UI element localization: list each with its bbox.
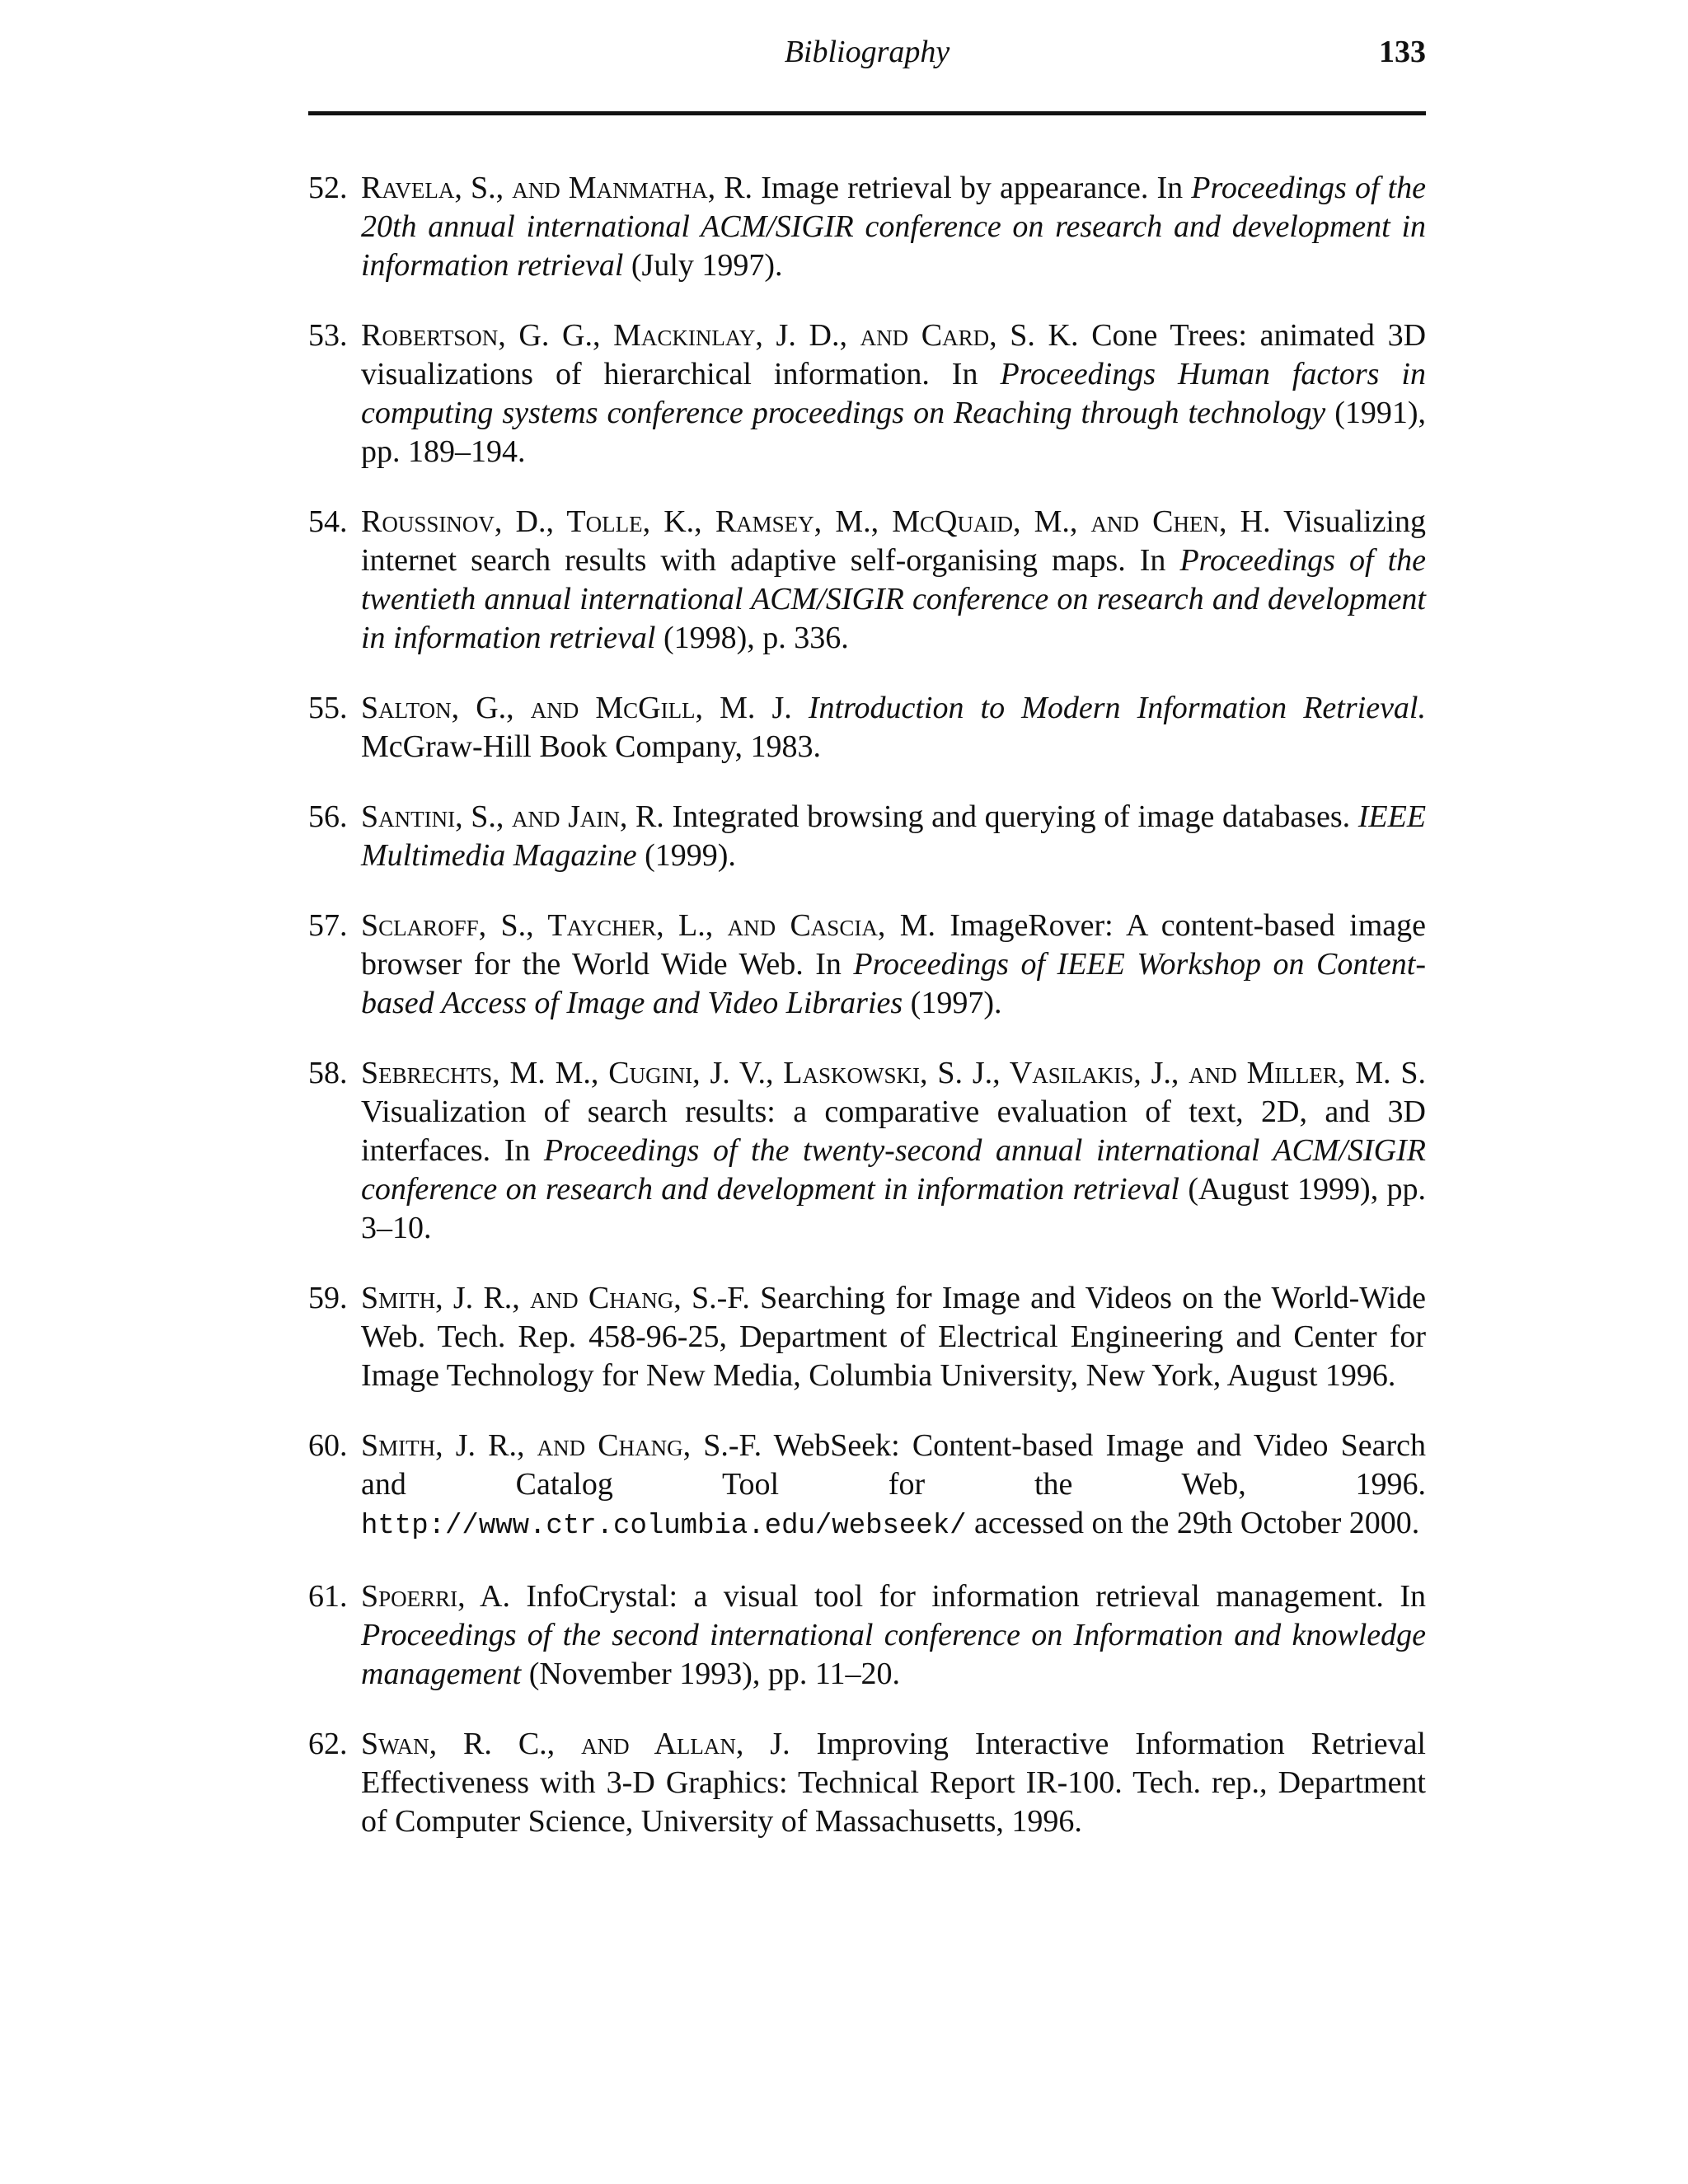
reference-title: ImageRover: A content-based image browser for the World Wide Web. In: [361, 908, 1426, 982]
reference-number: 60.: [308, 1428, 348, 1463]
reference-number: 54.: [308, 504, 348, 539]
reference-number: 61.: [308, 1579, 348, 1614]
reference-item: [308, 169, 1426, 285]
reference-details: (August 1999), pp. 3–10.: [361, 1172, 1427, 1245]
reference-venue: Proceedings Human factors in computing systems conference proceedings on Reaching through technology: [361, 357, 1426, 430]
reference-title: Image retrieval by appearance. In: [761, 171, 1184, 205]
reference-title: Improving Interactive Information Retrieval Effectiveness with 3-D Graphics: Technical Report IR-100. Tech. rep., Department of Computer Science, University of Massachusetts, 1996.: [361, 1727, 1426, 1839]
reference-details: (1991), pp. 189–194.: [361, 396, 1427, 469]
reference-number: 59.: [308, 1281, 348, 1315]
reference-number: 53.: [308, 318, 348, 353]
reference-number: 62.: [308, 1727, 348, 1761]
reference-title: Integrated browsing and querying of image databases.: [672, 799, 1351, 834]
reference-item: [308, 1577, 1426, 1694]
reference-details: (1997).: [910, 986, 1002, 1020]
reference-list: [308, 169, 1426, 1872]
reference-title: WebSeek: Content-based Image and Video Search and Catalog Tool for the Web, 1996.: [361, 1428, 1426, 1502]
reference-number: 52.: [308, 171, 348, 205]
reference-authors: Santini, S., and Jain, R.: [361, 799, 664, 834]
reference-item: [308, 1054, 1426, 1248]
reference-venue: Proceedings of IEEE Workshop on Content-based Access of Image and Video Libraries: [361, 947, 1426, 1020]
page: [308, 0, 1427, 1839]
reference-item: [308, 503, 1426, 658]
page-number: 133: [1379, 35, 1426, 69]
reference-item: [308, 316, 1426, 471]
reference-number: 58.: [308, 1056, 348, 1090]
reference-item: [308, 798, 1426, 875]
reference-item: [308, 907, 1426, 1023]
running-title: Bibliography: [784, 35, 950, 69]
reference-details: accessed on the 29th October 2000.: [974, 1506, 1420, 1540]
reference-title: Visualizing internet search results with adaptive self-organising maps. In: [361, 504, 1426, 578]
reference-details: (July 1997).: [631, 248, 783, 283]
reference-authors: Spoerri, A.: [361, 1579, 510, 1614]
reference-item: [308, 1427, 1426, 1546]
reference-number: 56.: [308, 799, 348, 834]
reference-venue: IEEE Multimedia Magazine: [361, 799, 1427, 873]
reference-title: Searching for Image and Videos on the World-Wide Web. Tech. Rep. 458-96-25, Department of Electrical Engineering and Center for Image Technology for New Media, Columbia University, New York, August 1996.: [361, 1281, 1426, 1393]
running-header: [308, 0, 1426, 115]
reference-venue: Introduction to Modern Information Retrieval.: [808, 691, 1426, 725]
reference-details: (1999).: [645, 838, 736, 873]
reference-item: [308, 1279, 1426, 1395]
reference-details: (November 1993), pp. 11–20.: [528, 1657, 900, 1691]
reference-venue: Proceedings of the twenty-second annual international ACM/SIGIR conference on research and development in information retrieval: [361, 1133, 1426, 1207]
reference-authors: Smith, J. R., and Chang, S.-F.: [361, 1428, 762, 1463]
reference-item: [308, 689, 1426, 766]
reference-authors: Robertson, G. G., Mackinlay, J. D., and Card, S. K.: [361, 318, 1079, 353]
reference-item: [308, 1725, 1426, 1841]
reference-title: InfoCrystal: a visual tool for information retrieval management. In: [526, 1579, 1426, 1614]
reference-url-link[interactable]: http://www.ctr.columbia.edu/webseek/: [361, 1511, 967, 1542]
reference-details: (1998), p. 336.: [663, 621, 849, 655]
reference-authors: Swan, R. C., and Allan, J.: [361, 1727, 790, 1761]
reference-number: 55.: [308, 691, 348, 725]
reference-venue: Proceedings of the second international conference on Information and knowledge management: [361, 1618, 1426, 1691]
reference-title: Visualization of search results: a comparative evaluation of text, 2D, and 3D interfaces. In: [361, 1094, 1426, 1168]
reference-venue: Proceedings of the twentieth annual international ACM/SIGIR conference on research and development in information retrieval: [361, 543, 1427, 655]
reference-authors: Sebrechts, M. M., Cugini, J. V., Laskowski, S. J., Vasilakis, J., and Miller, M. S.: [361, 1056, 1426, 1090]
reference-title: Cone Trees: animated 3D visualizations of hierarchical information. In: [361, 318, 1427, 391]
reference-details: McGraw-Hill Book Company, 1983.: [361, 729, 821, 764]
reference-authors: Roussinov, D., Tolle, K., Ramsey, M., McQuaid, M., and Chen, H.: [361, 504, 1271, 539]
reference-authors: Ravela, S., and Manmatha, R.: [361, 171, 753, 205]
reference-number: 57.: [308, 908, 348, 943]
reference-authors: Smith, J. R., and Chang, S.-F.: [361, 1281, 750, 1315]
reference-authors: Salton, G., and McGill, M. J.: [361, 691, 792, 725]
reference-authors: Sclaroff, S., Taycher, L., and Cascia, M.: [361, 908, 935, 943]
reference-venue: Proceedings of the 20th annual international ACM/SIGIR conference on research and development in information retrieval: [361, 171, 1427, 283]
